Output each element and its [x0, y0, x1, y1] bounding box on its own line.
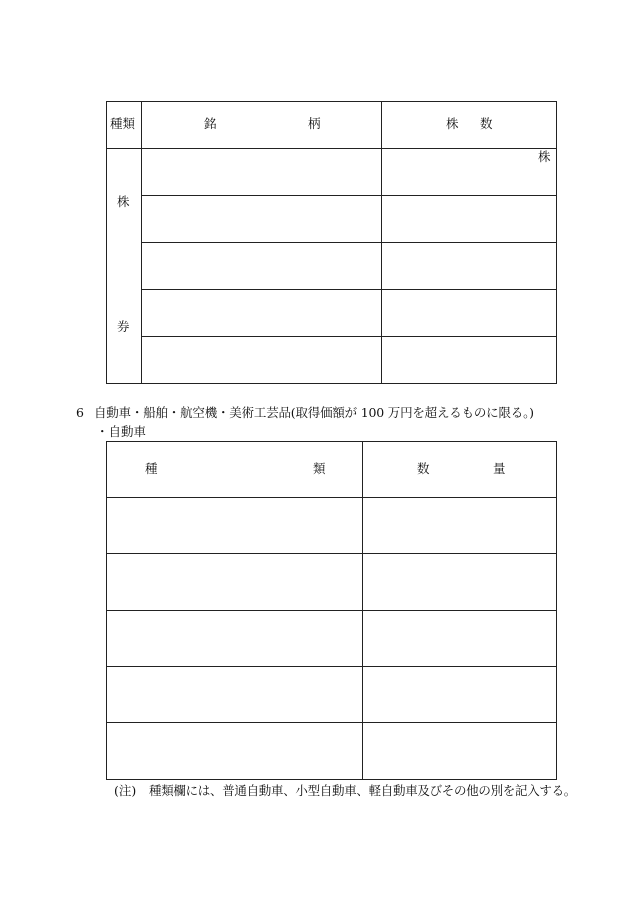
section-number: 6 — [76, 405, 84, 420]
row-divider — [106, 553, 557, 554]
header-kind-char: 類 — [313, 461, 326, 476]
table-border — [106, 101, 107, 384]
header-type: 種類 — [110, 116, 136, 131]
table-border — [106, 441, 557, 442]
header-name-char: 柄 — [308, 116, 321, 131]
note-text: 種類欄には、普通自動車、小型自動車、軽自動車及びその他の別を記入する。 — [149, 783, 577, 798]
type-char: 券 — [117, 319, 130, 334]
row-divider — [141, 242, 557, 243]
note-label: (注) — [114, 783, 137, 798]
row-divider — [141, 289, 557, 290]
row-divider — [106, 610, 557, 611]
row-divider — [141, 195, 557, 196]
unit-label: 株 — [538, 149, 551, 164]
header-qty-char: 量 — [493, 461, 506, 476]
row-divider — [106, 497, 557, 498]
header-name-char: 銘 — [204, 116, 217, 131]
header-count-char: 株 — [446, 116, 459, 131]
table-border — [106, 101, 557, 102]
header-kind-char: 種 — [145, 461, 158, 476]
row-divider — [106, 148, 557, 149]
type-char: 株 — [117, 194, 130, 209]
row-divider — [106, 666, 557, 667]
table-border — [106, 779, 557, 780]
sub-heading: ・自動車 — [96, 424, 147, 439]
header-qty-char: 数 — [417, 461, 430, 476]
header-count-char: 数 — [480, 116, 493, 131]
section-title: 自動車・船舶・航空機・美術工芸品(取得価額が 100 万円を超えるものに限る。) — [94, 405, 534, 420]
row-divider — [106, 722, 557, 723]
row-divider — [141, 336, 557, 337]
table-border — [106, 383, 557, 384]
